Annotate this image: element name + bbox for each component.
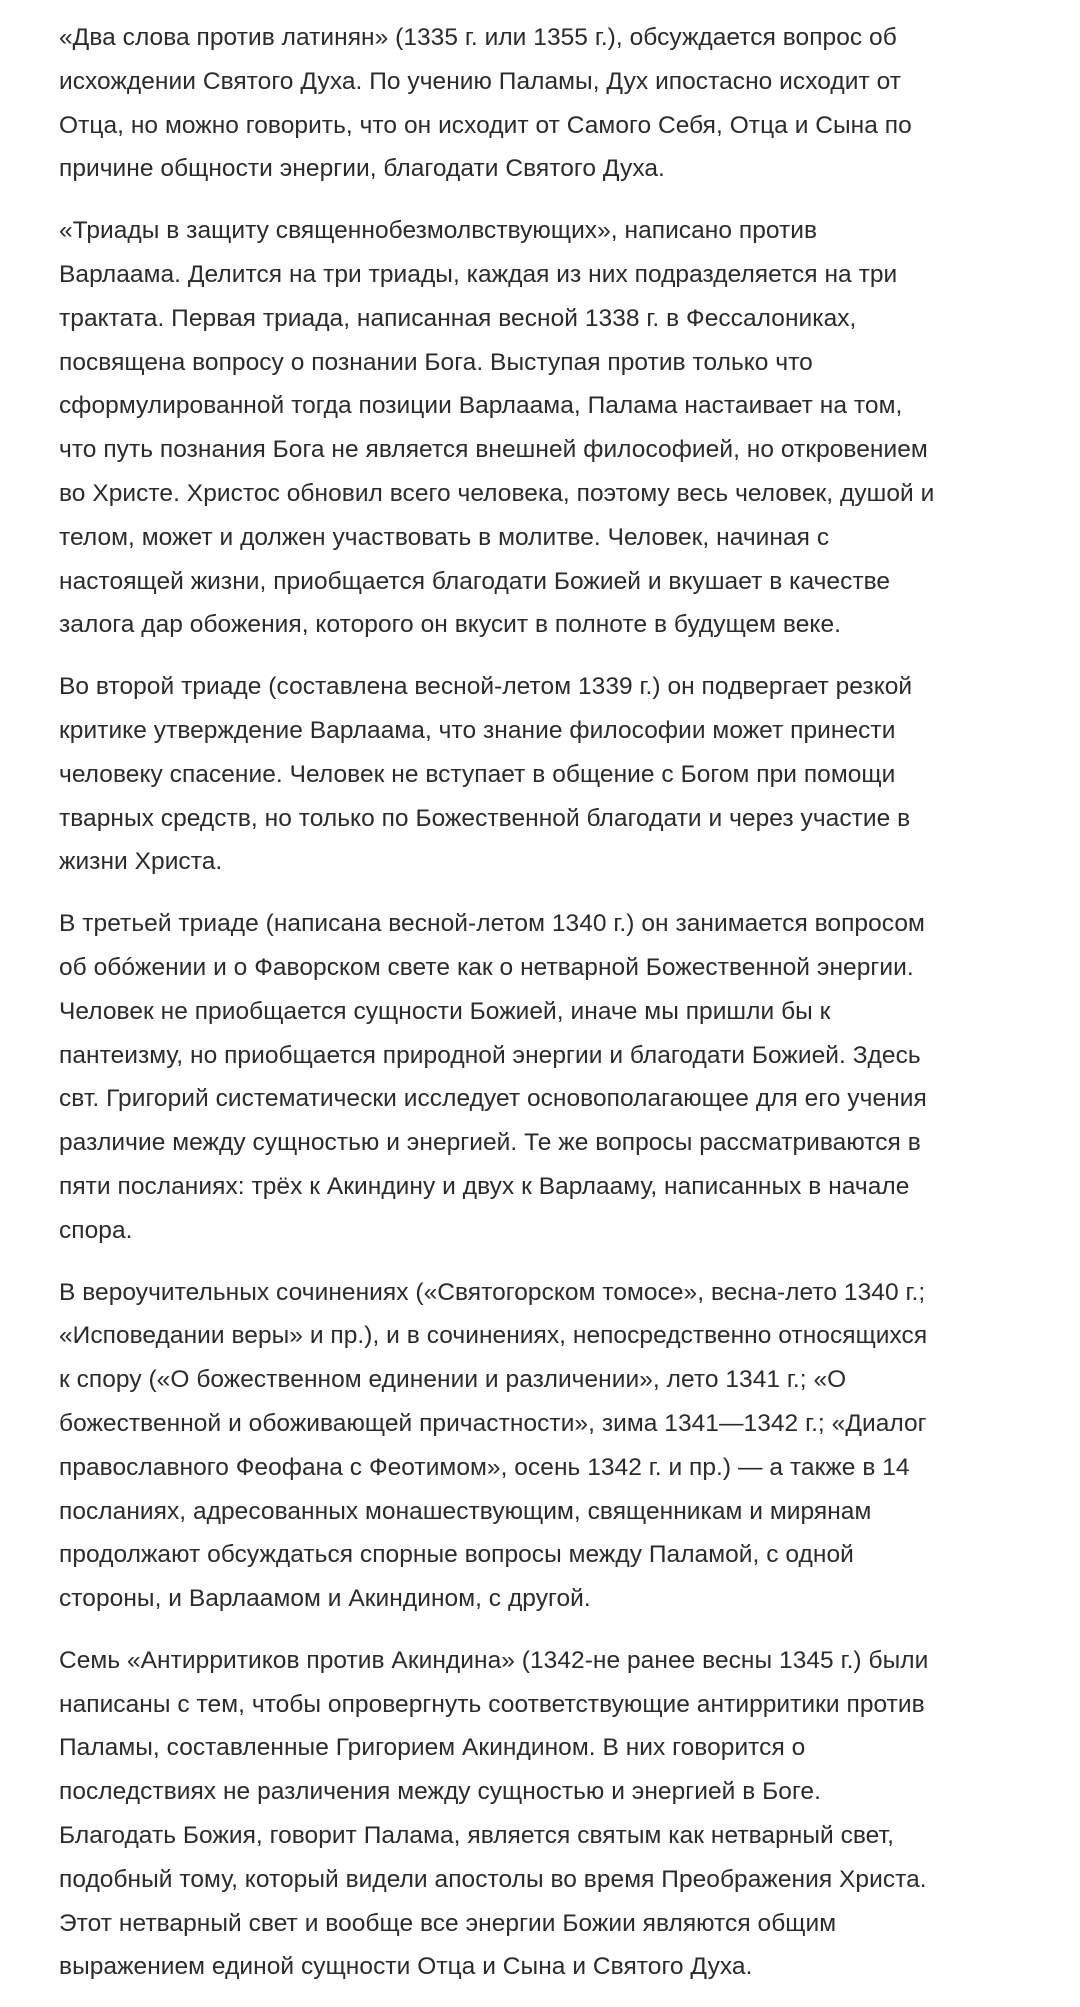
paragraph-triads: «Триады в защиту священнобезмолвствующих», написано против Варлаама. Делится на три триады, каждая из них подразделяется на три трактата. Первая триада, написанная весной 1338 г. в Фессалониках, посвящена вопросу о познании Бога. Выступая против только что сформулированной тогда позиции Варлаама, Палама настаивает на том, что путь познания Бога не является внешней философией, но откровением во Христе. Христос обновил всего человека, поэтому весь человек, душой и телом, может и должен участвовать в молитве. Человек, начиная с настоящей жизни, приобщается благодати Божией и вкушает в качестве залога дар обожения, которого он вкусит в полноте в будущем веке. bbox=[59, 217, 935, 639]
paragraph-two-words: «Два слова против латинян» (1335 г. или 1355 г.), обсуждается вопрос об исхождении Святого Духа. По учению Паламы, Дух ипостасно исходит от Отца, но можно говорить, что он исходит от Самого Себя, Отца и Сына по причине общности энергии, благодати Святого Духа. bbox=[59, 24, 912, 183]
article-body bbox=[59, 16, 1029, 2007]
paragraph-third-triad: В третьей триаде (написана весной-летом 1340 г.) он занимается вопросом об обóжении и о Фаворском свете как о нетварной Божественной энергии. Человек не приобщается сущности Божией, иначе мы пришли бы к пантеизму, но приобщается природной энергии и благодати Божией. Здесь свт. Григорий систематически исследует основополагающее для его учения различие между сущностью и энергией. Те же вопросы рассматриваются в пяти посланиях: трёх к Акиндину и двух к Варлааму, написанных в начале спора. bbox=[59, 910, 927, 1244]
paragraph-dogmatic-works: В вероучительных сочинениях («Святогорском томосе», весна-лето 1340 г.; «Исповедании веры» и пр.), и в сочинениях, непосредственно относящихся к спору («О божественном единении и различении», лето 1341 г.; «О божественной и обоживающей причастности», зима 1341—1342 г.; «Диалог православного Феофана с Феотимом», осень 1342 г. и пр.) — а также в 14 посланиях, адресованных монашествующим, священникам и мирянам продолжают обсуждаться спорные вопросы между Паламой, с одной стороны, и Варлаамом и Акиндином, с другой. bbox=[59, 1278, 928, 1613]
paragraph-antirrhetics: Семь «Антирритиков против Акиндина» (1342-не ранее весны 1345 г.) были написаны с тем, чтобы опровергнуть соответствующие антирритики против Паламы, составленные Григорием Акиндином. В них говорится о последствиях не различения между сущностью и энергией в Боге. Благодать Божия, говорит Палама, является святым как нетварный свет, подобный тому, который видели апостолы во время Преображения Христа. Этот нетварный свет и вообще все энергии Божии являются общим выражением единой сущности Отца и Сына и Святого Духа. bbox=[59, 1646, 929, 1981]
paragraph-second-triad: Во второй триаде (составлена весной-летом 1339 г.) он подвергает резкой критике утверждение Варлаама, что знание философии может принести человеку спасение. Человек не вступает в общение с Богом при помощи тварных средств, но только по Божественной благодати и через участие в жизни Христа. bbox=[59, 673, 913, 876]
